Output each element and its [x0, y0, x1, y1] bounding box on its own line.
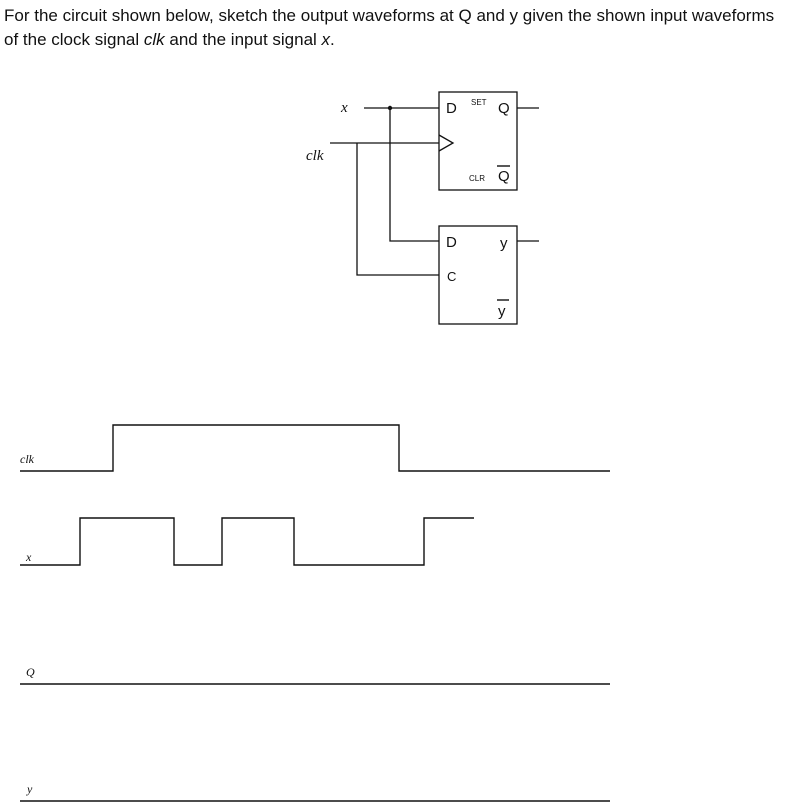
timing-diagram — [20, 425, 610, 801]
x-junction-dot — [388, 106, 392, 110]
q-row-label: Q — [26, 665, 35, 679]
ff1-clr-label: CLR — [469, 174, 486, 183]
ff2-ybar-label: y — [498, 303, 506, 320]
clk-row-label: clk — [20, 452, 34, 466]
x-row-label: x — [26, 550, 32, 564]
question-end: . — [330, 30, 335, 49]
question-part-1: For the circuit shown below, sketch the output waveforms at Q and y given the shown input waveforms of the clock signal — [4, 6, 775, 49]
x-input-label: x — [341, 100, 348, 116]
clk-input-label: clk — [306, 148, 324, 164]
y-row-label: y — [27, 782, 33, 796]
ff2-y-label: y — [500, 235, 508, 252]
x-waveform — [20, 518, 474, 565]
question-x-variable: x — [321, 30, 331, 49]
ff1-qbar-label: Q — [498, 168, 510, 185]
clk-wire — [330, 143, 439, 275]
circuit-diagram — [306, 92, 539, 324]
question-clk-variable: clk — [143, 30, 165, 49]
ff1-set-label: SET — [471, 98, 487, 107]
clk-waveform — [20, 425, 610, 471]
ff1-q-label: Q — [498, 100, 510, 117]
ff2-d-label: D — [446, 234, 457, 251]
ff1-d-label: D — [446, 100, 457, 117]
question-part-2: and the input signal — [164, 30, 322, 49]
x-wire — [364, 108, 439, 241]
ff2-c-label: C — [447, 269, 457, 284]
